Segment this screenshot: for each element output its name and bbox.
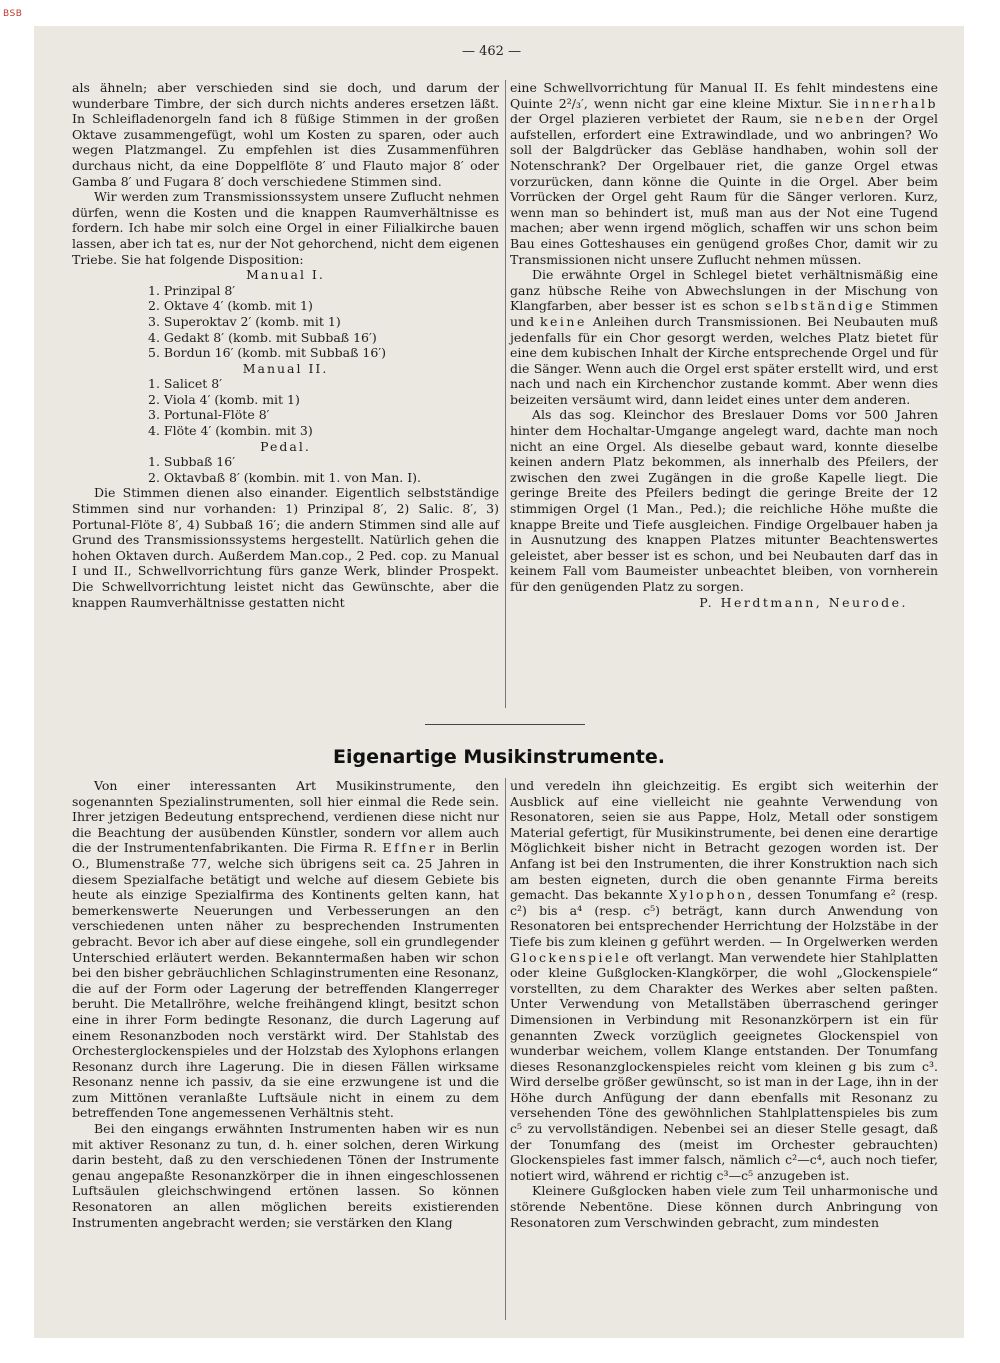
list-item: 2. Oktavbaß 8′ (kombin. mit 1. von Man. I). (148, 469, 422, 485)
manual1-stop-list (72, 283, 499, 361)
article-title: Eigenartige Musikinstrumente. (332, 746, 665, 768)
text-run: oft verlangt. Man verwendete hier Stahlplatten oder kleine Gußglocken-Klangkörper, die wohl „Glockenspiele“ vorstellten, zu dem Charakter des Werkes aber selten paßten. Unter Verwendung von Metallstäben überraschend geringer Dimensionen in Verbindung mit Resonanzkörpern ist ein für genannten Zweck vorzüglich geeignetes Glockenspiel von wunderbar weichem, vollem Klange entstanden. Der Tonumfang dieses Resonanzglockenspieles reicht vom kleinen g bis zum c³. Wird derselbe größer gewünscht, so ist man in der Lage, ihn in der Höhe durch Anfügung der dann ebenfalls mit Resonanz zu versehenden Töne des gewöhnlichen Stahlplattenspieles bis zum c⁵ zu vervollständigen. Nebenbei sei an dieser Stelle gesagt, daß der Tonumfang des (meist im Orchester gebrauchten) Glockenspieles fast immer falsch, nämlich c²—c⁴, auch noch tiefer, notiert wird, während er richtig c³—c⁵ anzugeben ist. (510, 949, 938, 1183)
text-run: , dessen Tonumfang e² (resp. c²) bis a⁴ (resp. c⁵) beträgt, kann durch Anwendung von Resonatoren bei entsprechender Herrichtung der Holzstäbe in der Tiefe bis zum kleinen g geführt werden. — In Orgelwerken werden (510, 887, 938, 949)
text-run: eine Schwellvorrichtung für Manual II. Es fehlt mindestens eine Quinte 2²/₃′, wenn nicht gar eine kleine Mixtur. Sie (510, 80, 938, 111)
author-signature: P. Herdtmann, Neurode. (699, 594, 908, 610)
section-heading: Manual II. (242, 360, 329, 376)
emphasis: selbständige (765, 298, 876, 314)
emphasis: keine (539, 313, 587, 329)
section-heading: Manual I. (246, 267, 325, 283)
section-heading: Pedal. (260, 438, 311, 454)
pedal-stop-list (72, 454, 499, 485)
list-item: 1. Prinzipal 8′ (148, 282, 236, 298)
list-item: 2. Viola 4′ (komb. mit 1) (148, 391, 300, 407)
article2-left-column (72, 778, 499, 1230)
list-item: 1. Salicet 8′ (148, 376, 223, 392)
emphasis: Xylophon (668, 887, 748, 903)
text-run: Die erwähnte Orgel in Schlegel bietet verhältnismäßig eine ganz hübsche Reihe von Abwechslungen in der Mischung von Klangfarben, aber besser ist es schon (510, 267, 938, 314)
text-run: in Berlin O., Blumenstraße 77, welche sich übrigens seit ca. 25 Jahren in diesem Spezialfache betätigt und welche auf diesem Gebiete bis heute als einzige Spezialfirma des Kontinents gelten kann, hat bemerkenswerte Neuerungen und Verbesserungen an den verschiedenen unten näher zu besprechenden Instrumenten gebracht. Bevor ich aber auf diese eingehe, soll ein grundlegender Unterschied erläutert werden. Bekanntermaßen haben wir schon bei den bisher gebräuchlichen Schlaginstrumenten eine Resonanz, die auf der Form oder Lagerung der betreffenden Klangerreger beruht. Die Metallröhre, welche freihängend klingt, besitzt schon eine in ihrer Form bedingte Resonanz, die durch Lagerung auf einem Resonanzboden noch verstärkt wird. Der Stahlstab des Orchesterglockenspieles und der Holzstab des Xylophons erlangen Resonanz durch ihre Lagerung. Die in diesen Fällen wirksame Resonanz nenne ich passiv, da sie eine erzwungene ist und die zum Mittönen veranlaßte Luftsäule nicht in einem zu dem betreffenden Tone angemessenen Verhältnis steht. (72, 840, 499, 1121)
text-run: der Orgel plazieren verbietet der Raum, sie (510, 111, 808, 127)
page-number: — 462 — (462, 44, 522, 59)
article1-left-column (72, 80, 499, 610)
paragraph (510, 267, 938, 407)
emphasis: neben (814, 111, 867, 127)
list-item: 2. Oktave 4′ (komb. mit 1) (148, 298, 313, 314)
text-run: und veredeln ihn gleichzeitig. Es ergibt sich weiterhin der Ausblick auf eine vielleicht nie geahnte Verwendung von Resonatoren, seien sie aus Pappe, Holz, Metall oder sonstigem Material gefertigt, für Musikinstrumente, bei denen eine derartige Möglichkeit bisher nicht in Betracht gezogen worden ist. Der Anfang ist bei den Instrumenten, die ihrer Konstruktion nach sich am besten eigneten, durch die oben genannte Firma bereits gemacht. Das bekannte (510, 778, 938, 903)
emphasis: innerhalb (854, 95, 938, 111)
paragraph: Bei den eingangs erwähnten Instrumenten haben wir es nun mit aktiver Resonanz zu tun, d. h. einer solchen, deren Wirkung darin besteht, daß zu den verschiedenen Tönen der Instrumente genau angepaßte Resonanzkörper die in ihnen eingeschlossenen Luftsäulen gleichschwingend ertönen lassen. So können Resonatoren an allen möglichen bereits existierenden Instrumenten angebracht werden; sie verstärken den Klang (72, 1121, 499, 1230)
paragraph: Wir werden zum Transmissionssystem unsere Zuflucht nehmen dürfen, wenn die Kosten und die knappen Raumverhältnisse es fordern. Ich habe mir solch eine Orgel in einer Filialkirche bauen lassen, aber ich tat es, nur der Not gehorchend, nicht dem eigenen Triebe. Sie hat folgende Disposition: (72, 189, 499, 267)
article2-right-column (510, 778, 938, 1230)
list-item: 5. Bordun 16′ (komb. mit Subbaß 16′) (148, 345, 387, 361)
paragraph (510, 778, 938, 1183)
paragraph: Kleinere Gußglocken haben viele zum Teil unharmonische und störende Nebentöne. Diese können durch Anbringung von Resonatoren zum Verschwinden gebracht, zum mindesten (510, 1183, 938, 1230)
paragraph (72, 778, 499, 1121)
text-run: Stimmen und (510, 298, 938, 329)
paragraph (510, 80, 938, 267)
column-divider (505, 80, 506, 708)
list-item: 3. Superoktav 2′ (komb. mit 1) (148, 313, 341, 329)
library-mark: BSB (3, 9, 23, 19)
list-item: 1. Subbaß 16′ (148, 454, 236, 470)
text-run: Von einer interessanten Art Musikinstrumente, den sogenannten Spezialinstrumenten, soll hier einmal die Rede sein. Ihrer jetzigen Bedeutung entsprechend, verdienen diese nicht nur die Beachtung der ausübenden Künstler, sondern vor allem auch die der Instrumentenfabrikanten. Die Firma R. (72, 778, 499, 856)
list-item: 4. Gedakt 8′ (komb. mit Subbaß 16′) (148, 329, 377, 345)
list-item: 3. Portunal-Flöte 8′ (148, 407, 270, 423)
text-run: der Orgel aufstellen, erfordert eine Extrawindlade, und wo anbringen? Wo soll der Balgdrücker das Gebläse handhaben, wohin soll der Notenschrank? Der Orgelbauer riet, die ganze Orgel etwas vorzurücken, dann könne die Quinte in die Orgel. Aber beim Vorrücken der Orgel geht Raum für die Sänger verloren. Kurz, wenn man so behindert ist, muß man aus der Not eine Tugend machen; aber wenn irgend möglich, schaffen wir uns schon beim Bau eines Gotteshauses ein genügend großes Chor, damit wir zu Transmissionen nicht unsere Zuflucht nehmen müssen. (510, 111, 938, 267)
text-run: Anleihen durch Transmissionen. Bei Neubauten muß jedenfalls für ein Chor gesorgt werden, welches Platz bietet für eine dem kubischen Inhalt der Kirche entsprechende Orgel und für die Sänger. Wenn auch die Orgel erst später erstellt wird, und erst nach und nach ein Kirchenchor zustande kommt. Aber wenn dies beizeiten versäumt wird, dann leidet eines unter dem anderen. (510, 313, 938, 407)
list-item: 4. Flöte 4′ (kombin. mit 3) (148, 423, 313, 439)
emphasis: Glockenspiele (510, 949, 632, 965)
article1-right-column (510, 80, 938, 610)
paragraph: Die Stimmen dienen also einander. Eigentlich selbstständige Stimmen sind nur vorhanden: 1) Prinzipal 8′, 2) Salic. 8′, 3) Portunal-Flöte 8′, 4) Subbaß 16′; die andern Stimmen sind alle auf Grund des Transmissionssystems hergestellt. Natürlich gehen die hohen Oktaven durch. Außerdem Man.cop., 2 Ped. cop. zu Manual I und II., Schwellvorrichtung fürs ganze Werk, blinder Prospekt. Die Schwellvorrichtung leistet nicht das Gewünschte, aber die knappen Raumverhältnisse gestatten nicht (72, 485, 499, 610)
column-divider (505, 778, 506, 1320)
paragraph: Als das sog. Kleinchor des Breslauer Doms vor 500 Jahren hinter dem Hochaltar-Umgange angelegt ward, dachte man noch nicht an eine Orgel. Als dieselbe gebaut ward, konnte dieselbe keinen andern Platz bekommen, als innerhalb des Pfeilers, der zwischen den zwei Zugängen in die große Kapelle liegt. Die geringe Breite des Pfeilers bedingt die geringe Breite der 12 stimmigen Orgel (1 Man., Ped.); die reichliche Höhe mußte die knappe Breite und Tiefe ausgleichen. Findige Orgelbauer haben ja in Ausnutzung des knappen Platzes mitunter Beachtenswertes geleistet, aber besser ist es schon, und bei Neubauten darf das in keinem Fall vom Baumeister unbeachtet bleiben, von vornherein für den genügenden Platz zu sorgen. (510, 407, 938, 594)
paragraph: als ähneln; aber verschieden sind sie doch, und darum der wunderbare Timbre, der sich durch nichts anderes ersetzen läßt. In Schleifladenorgeln fand ich 8 füßige Stimmen in der großen Oktave zusammengefügt, wohl um Kosten zu sparen, oder auch wegen Platzmangel. Zu empfehlen ist dies Zusammenführen durchaus nicht, da eine Doppelflöte 8′ und Flauto major 8′ oder Gamba 8′ und Fugara 8′ doch verschiedene Stimmen sind. (72, 80, 499, 189)
emphasis: Effner (382, 840, 438, 856)
article-separator (425, 724, 585, 725)
manual2-stop-list (72, 376, 499, 438)
